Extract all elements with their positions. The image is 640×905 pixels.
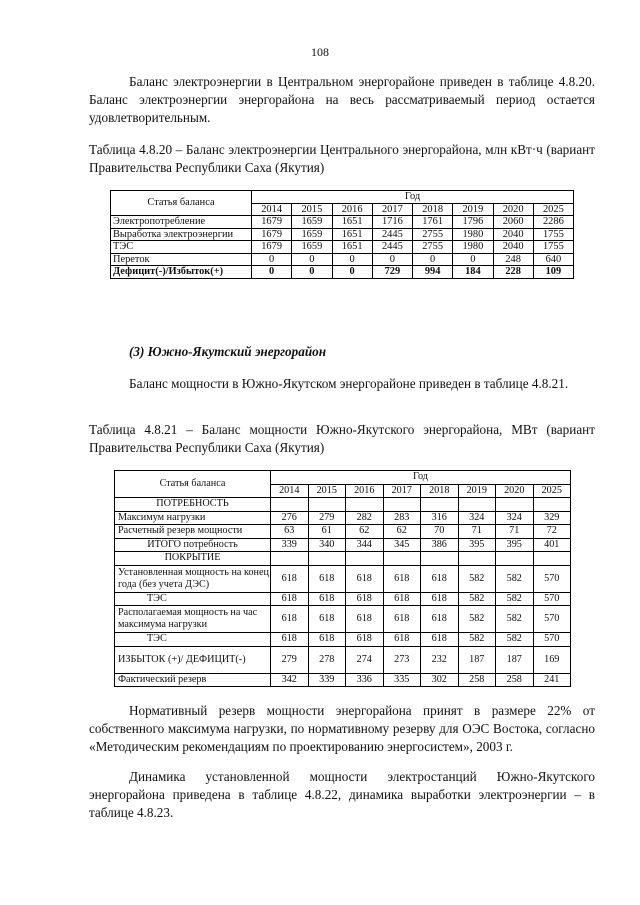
table-row xyxy=(115,606,571,633)
reserve-paragraph-text: Нормативный резерв мощности энергорайона принят в размере 22% от собственного максимума нагрузки, по нормативному резерву для ОЭС Востока, согласно «Методическим рекомендациям по проектированию энергосистем», 2003 г. xyxy=(89,703,595,754)
table-row xyxy=(115,646,571,673)
value-cell: 1980 xyxy=(453,241,493,254)
empty-cell xyxy=(271,552,309,566)
section-need-label: ПОТРЕБНОСТЬ xyxy=(115,498,271,512)
value-cell: 570 xyxy=(533,592,571,606)
value-cell: 62 xyxy=(383,525,421,539)
value-cell: 1679 xyxy=(252,241,292,254)
value-cell: 228 xyxy=(493,266,533,279)
empty-cell xyxy=(533,498,571,512)
intro-paragraph xyxy=(89,73,595,127)
empty-cell xyxy=(271,498,309,512)
row-label: ТЭС xyxy=(111,241,252,254)
value-cell: 1679 xyxy=(252,216,292,229)
empty-cell xyxy=(383,498,421,512)
value-cell: 302 xyxy=(421,673,459,687)
value-cell: 187 xyxy=(496,646,534,673)
value-cell: 273 xyxy=(383,646,421,673)
table1-year-cell: 2025 xyxy=(533,203,573,216)
table-row xyxy=(111,216,574,229)
table1-year-cell: 2017 xyxy=(372,203,412,216)
reserve-paragraph xyxy=(89,702,595,756)
row-label: ТЭС xyxy=(115,633,271,647)
page-number: 108 xyxy=(311,45,329,59)
value-cell: 279 xyxy=(308,511,346,525)
table1-year-cell: 2014 xyxy=(252,203,292,216)
table-row xyxy=(115,673,571,687)
empty-cell xyxy=(458,498,496,512)
table2-year-cell: 2019 xyxy=(458,484,496,498)
value-cell: 1651 xyxy=(332,228,372,241)
value-cell: 1651 xyxy=(332,241,372,254)
value-cell: 618 xyxy=(346,606,384,633)
value-cell: 232 xyxy=(421,646,459,673)
empty-cell xyxy=(496,552,534,566)
value-cell: 339 xyxy=(308,673,346,687)
value-cell: 62 xyxy=(346,525,384,539)
value-cell: 248 xyxy=(493,253,533,266)
table-row xyxy=(115,511,571,525)
value-cell: 279 xyxy=(271,646,309,673)
value-cell: 618 xyxy=(308,565,346,592)
value-cell: 395 xyxy=(458,538,496,552)
value-cell: 1761 xyxy=(413,216,453,229)
value-cell: 618 xyxy=(383,606,421,633)
value-cell: 582 xyxy=(458,565,496,592)
value-cell: 570 xyxy=(533,606,571,633)
value-cell: 283 xyxy=(383,511,421,525)
value-cell: 276 xyxy=(271,511,309,525)
value-cell: 994 xyxy=(413,266,453,279)
table1-year-cell: 2020 xyxy=(493,203,533,216)
value-cell: 329 xyxy=(533,511,571,525)
table2-year-cell: 2025 xyxy=(533,484,571,498)
table-row xyxy=(111,266,574,279)
row-label: Фактический резерв xyxy=(115,673,271,687)
value-cell: 618 xyxy=(271,633,309,647)
value-cell: 582 xyxy=(496,633,534,647)
value-cell: 241 xyxy=(533,673,571,687)
value-cell: 344 xyxy=(346,538,384,552)
value-cell: 340 xyxy=(308,538,346,552)
row-label: Располагаемая мощность на час максимума нагрузки xyxy=(115,606,271,633)
value-cell: 0 xyxy=(332,253,372,266)
value-cell: 618 xyxy=(383,633,421,647)
table-row xyxy=(115,592,571,606)
empty-cell xyxy=(458,552,496,566)
section-row xyxy=(115,552,571,566)
value-cell: 618 xyxy=(271,606,309,633)
value-cell: 184 xyxy=(453,266,493,279)
value-cell: 618 xyxy=(271,592,309,606)
value-cell: 1980 xyxy=(453,228,493,241)
section-row xyxy=(115,498,571,512)
power-balance-table xyxy=(114,470,571,687)
value-cell: 618 xyxy=(383,565,421,592)
row-label: Выработка электроэнергии xyxy=(111,228,252,241)
table-row xyxy=(111,253,574,266)
value-cell: 2755 xyxy=(413,241,453,254)
value-cell: 187 xyxy=(458,646,496,673)
empty-cell xyxy=(421,552,459,566)
value-cell: 258 xyxy=(496,673,534,687)
table-row xyxy=(115,538,571,552)
table1-year-cell: 2018 xyxy=(413,203,453,216)
value-cell: 2286 xyxy=(533,216,573,229)
table1-year-cell: 2019 xyxy=(453,203,493,216)
row-label: Установленная мощность на конец года (без учета ДЭС) xyxy=(115,565,271,592)
value-cell: 618 xyxy=(346,633,384,647)
row-label: Переток xyxy=(111,253,252,266)
value-cell: 401 xyxy=(533,538,571,552)
value-cell: 1796 xyxy=(453,216,493,229)
value-cell: 342 xyxy=(271,673,309,687)
empty-cell xyxy=(308,552,346,566)
value-cell: 618 xyxy=(308,592,346,606)
value-cell: 729 xyxy=(372,266,412,279)
empty-cell xyxy=(383,552,421,566)
value-cell: 618 xyxy=(308,606,346,633)
value-cell: 169 xyxy=(533,646,571,673)
empty-cell xyxy=(346,552,384,566)
value-cell: 316 xyxy=(421,511,459,525)
table1-year-header: Год xyxy=(252,191,574,204)
row-label: ИТОГО потребность xyxy=(115,538,271,552)
empty-cell xyxy=(533,552,571,566)
value-cell: 582 xyxy=(458,606,496,633)
table1-year-cell: 2016 xyxy=(332,203,372,216)
row-label: Расчетный резерв мощности xyxy=(115,525,271,539)
value-cell: 71 xyxy=(458,525,496,539)
value-cell: 582 xyxy=(496,606,534,633)
value-cell: 618 xyxy=(346,592,384,606)
table2-year-cell: 2020 xyxy=(496,484,534,498)
value-cell: 0 xyxy=(292,253,332,266)
dynamics-paragraph-text: Динамика установленной мощности электростанций Южно-Якутского энергорайона приведена в таблице 4.8.22, динамика выработки электроэнергии – в таблице 4.8.23. xyxy=(89,769,595,820)
table2-year-cell: 2014 xyxy=(271,484,309,498)
table1-year-cell: 2015 xyxy=(292,203,332,216)
table1-caption: Таблица 4.8.20 – Баланс электроэнергии Центрального энергорайона, млн кВт·ч (вариант Правительства Республики Саха (Якутия) xyxy=(89,142,595,175)
value-cell: 0 xyxy=(332,266,372,279)
value-cell: 0 xyxy=(453,253,493,266)
value-cell: 640 xyxy=(533,253,573,266)
row-label: ИЗБЫТОК (+)/ ДЕФИЦИТ(-) xyxy=(115,646,271,673)
table1-item-header: Статья баланса xyxy=(111,191,252,216)
value-cell: 70 xyxy=(421,525,459,539)
row-label: Электропотребление xyxy=(111,216,252,229)
table2-year-cell: 2018 xyxy=(421,484,459,498)
value-cell: 345 xyxy=(383,538,421,552)
value-cell: 570 xyxy=(533,633,571,647)
value-cell: 2445 xyxy=(372,228,412,241)
value-cell: 0 xyxy=(252,253,292,266)
intro-paragraph-text: Баланс электроэнергии в Центральном энергорайоне приведен в таблице 4.8.20. Баланс электроэнергии энергорайона на весь рассматриваемый период остается удовлетворительным. xyxy=(89,74,595,125)
value-cell: 258 xyxy=(458,673,496,687)
dynamics-paragraph xyxy=(89,768,595,822)
empty-cell xyxy=(308,498,346,512)
table-row xyxy=(115,565,571,592)
electricity-balance-table xyxy=(110,190,574,279)
value-cell: 618 xyxy=(421,606,459,633)
empty-cell xyxy=(496,498,534,512)
value-cell: 618 xyxy=(421,633,459,647)
row-label: Дефицит(-)/Избыток(+) xyxy=(111,266,252,279)
value-cell: 0 xyxy=(292,266,332,279)
section-cover-label: ПОКРЫТИЕ xyxy=(115,552,271,566)
section-paragraph-text: Баланс мощности в Южно-Якутском энергорайоне приведен в таблице 4.8.21. xyxy=(129,376,569,391)
empty-cell xyxy=(421,498,459,512)
table2-year-cell: 2017 xyxy=(383,484,421,498)
value-cell: 618 xyxy=(271,565,309,592)
value-cell: 582 xyxy=(458,633,496,647)
value-cell: 1755 xyxy=(533,228,573,241)
value-cell: 2445 xyxy=(372,241,412,254)
value-cell: 2040 xyxy=(493,241,533,254)
value-cell: 336 xyxy=(346,673,384,687)
row-label: Максимум нагрузки xyxy=(115,511,271,525)
table-row xyxy=(115,633,571,647)
section-paragraph xyxy=(89,375,595,393)
value-cell: 61 xyxy=(308,525,346,539)
table-row xyxy=(111,228,574,241)
value-cell: 2060 xyxy=(493,216,533,229)
value-cell: 618 xyxy=(346,565,384,592)
value-cell: 282 xyxy=(346,511,384,525)
value-cell: 618 xyxy=(421,565,459,592)
value-cell: 1679 xyxy=(252,228,292,241)
value-cell: 618 xyxy=(383,592,421,606)
value-cell: 1755 xyxy=(533,241,573,254)
row-label: ТЭС xyxy=(115,592,271,606)
value-cell: 339 xyxy=(271,538,309,552)
value-cell: 71 xyxy=(496,525,534,539)
value-cell: 63 xyxy=(271,525,309,539)
value-cell: 395 xyxy=(496,538,534,552)
value-cell: 324 xyxy=(496,511,534,525)
value-cell: 582 xyxy=(496,565,534,592)
value-cell: 274 xyxy=(346,646,384,673)
value-cell: 72 xyxy=(533,525,571,539)
value-cell: 582 xyxy=(496,592,534,606)
table-row xyxy=(115,525,571,539)
value-cell: 1659 xyxy=(292,216,332,229)
value-cell: 109 xyxy=(533,266,573,279)
table2-year-cell: 2015 xyxy=(308,484,346,498)
table2-year-cell: 2016 xyxy=(346,484,384,498)
empty-cell xyxy=(346,498,384,512)
value-cell: 0 xyxy=(372,253,412,266)
value-cell: 582 xyxy=(458,592,496,606)
value-cell: 2755 xyxy=(413,228,453,241)
table-row xyxy=(111,241,574,254)
value-cell: 2040 xyxy=(493,228,533,241)
value-cell: 335 xyxy=(383,673,421,687)
table2-year-header: Год xyxy=(271,471,571,485)
value-cell: 618 xyxy=(308,633,346,647)
table2-caption: Таблица 4.8.21 – Баланс мощности Южно-Якутского энергорайона, МВт (вариант Правительства Республики Саха (Якутия) xyxy=(89,422,595,455)
value-cell: 278 xyxy=(308,646,346,673)
value-cell: 1659 xyxy=(292,241,332,254)
table2-item-header: Статья баланса xyxy=(115,471,271,498)
value-cell: 570 xyxy=(533,565,571,592)
value-cell: 1716 xyxy=(372,216,412,229)
section-heading: (3) Южно-Якутский энергорайон xyxy=(129,344,327,359)
value-cell: 0 xyxy=(252,266,292,279)
value-cell: 618 xyxy=(421,592,459,606)
value-cell: 0 xyxy=(413,253,453,266)
value-cell: 1659 xyxy=(292,228,332,241)
value-cell: 324 xyxy=(458,511,496,525)
value-cell: 386 xyxy=(421,538,459,552)
value-cell: 1651 xyxy=(332,216,372,229)
